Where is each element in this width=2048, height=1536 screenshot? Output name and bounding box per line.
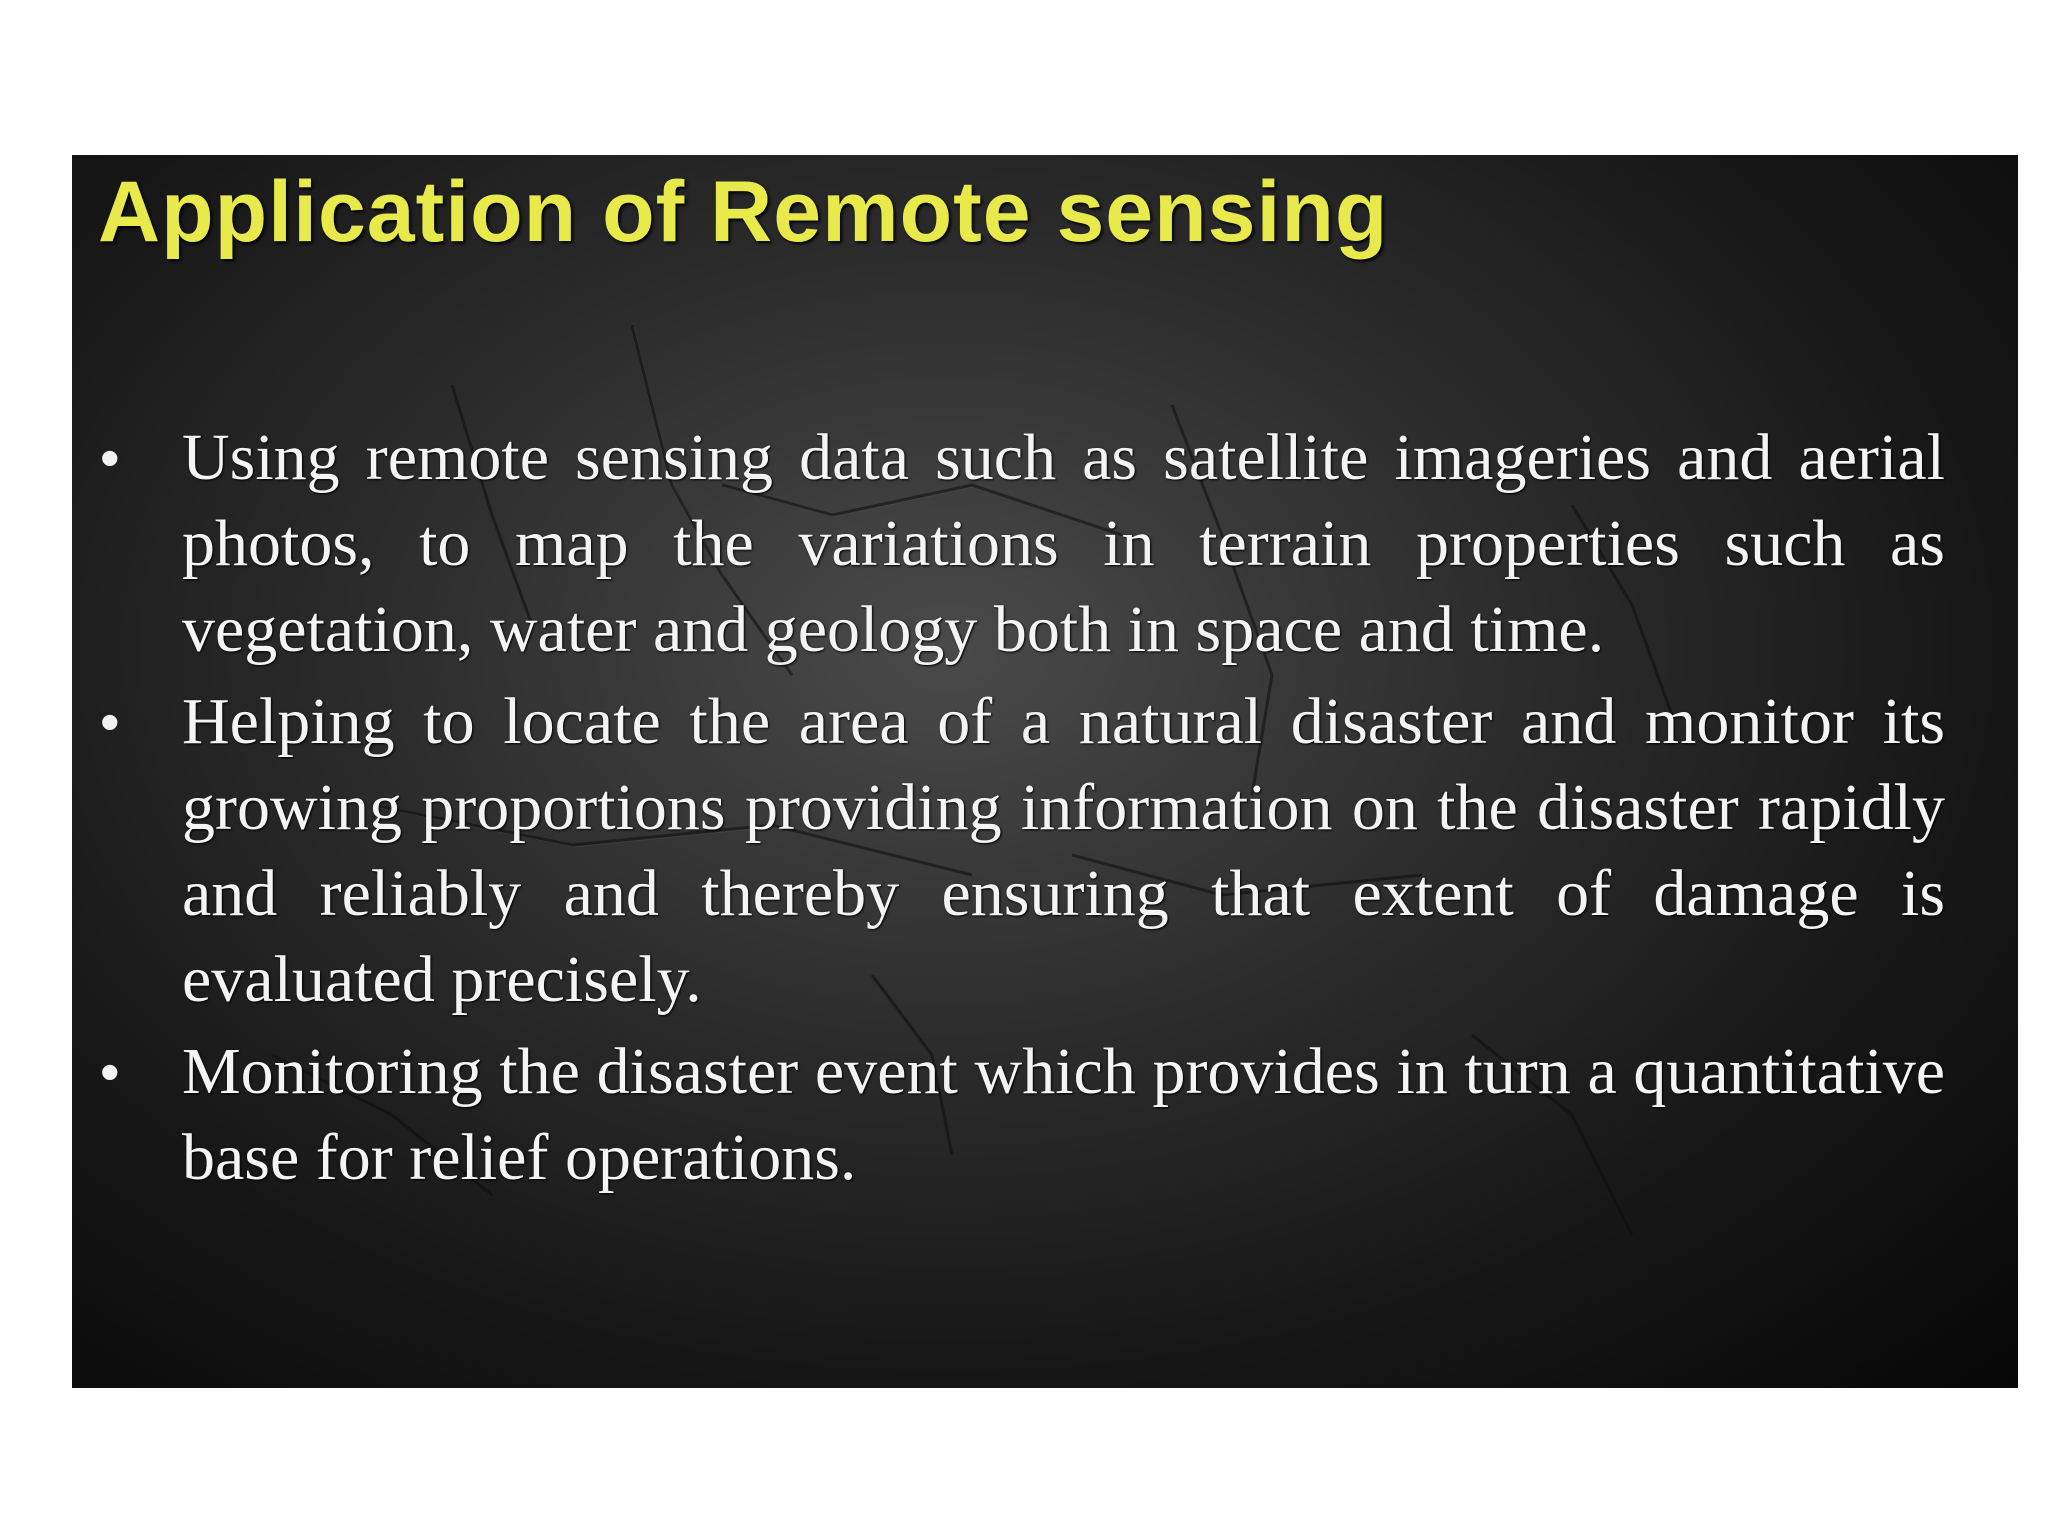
slide (72, 155, 2018, 1388)
bullet-item (100, 679, 1945, 1023)
bullet-dot-icon: • (100, 426, 120, 489)
bullet-item (100, 1029, 1945, 1201)
bullet-text: Monitoring the disaster event which provides in turn a quantitative base for relief operations. (182, 1035, 1945, 1194)
bullet-dot-icon: • (100, 1040, 120, 1103)
bullet-text: Using remote sensing data such as satellite imageries and aerial photos, to map the variations in terrain properties such as vegetation, water and geology both in space and time. (182, 421, 1945, 666)
bullet-text: Helping to locate the area of a natural disaster and monitor its growing proportions providing information on the disaster rapidly and reliably and thereby ensuring that extent of damage is evaluated precisely. (182, 685, 1945, 1016)
bullet-list (100, 415, 1945, 1207)
bullet-dot-icon: • (100, 690, 120, 753)
bullet-item (100, 415, 1945, 673)
slide-title: Application of Remote sensing (98, 164, 1389, 260)
